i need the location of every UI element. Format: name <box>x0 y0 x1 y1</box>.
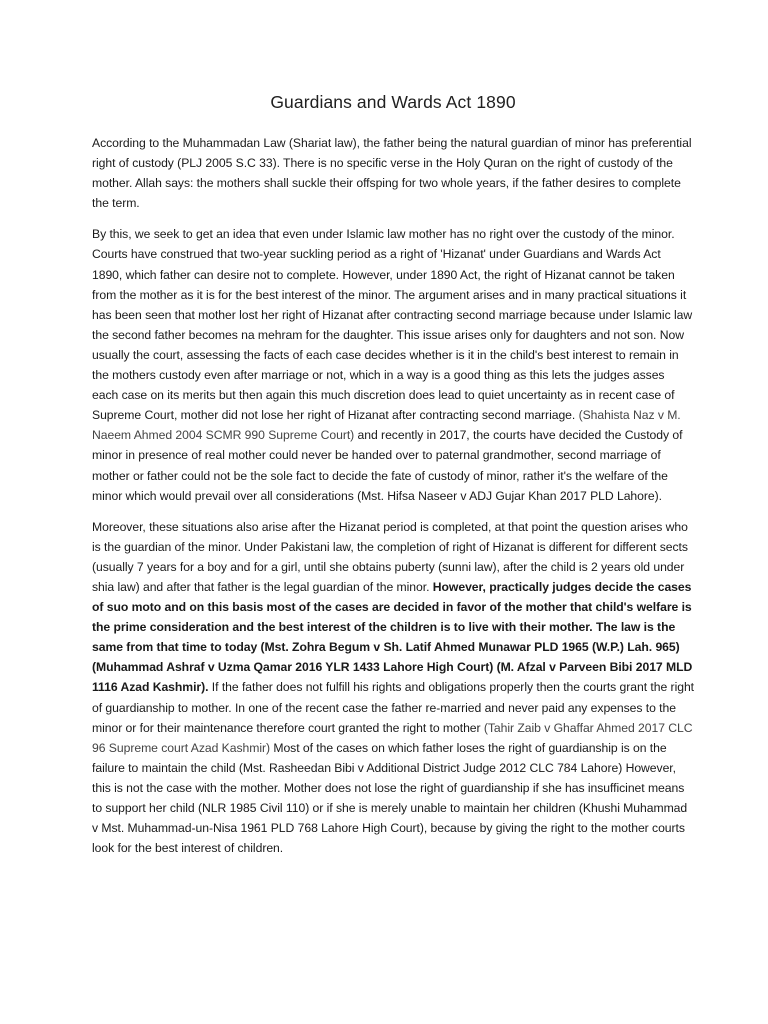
paragraph-1 <box>92 133 694 213</box>
paragraph-2-text: By this, we seek to get an idea that even under Islamic law mother has no right over the custody of the minor. Courts have construed that two-year suckling period as a right of 'Hizanat' under Guardians and Wards Act 1890, which father can desire not to complete. However, under 1890 Act, the right of Hizanat cannot be taken from the mother as it is for the best interest of the minor. The argument arises and in many practical situations it has been seen that mother lost her right of Hizanat after contracting second marriage because under Islamic law the second father becomes na mehram for the daughter. This issue arises only for daughters and not son. Now usually the court, assessing the facts of each case decides whether is it in the child's best interest to remain in the mothers custody even after marriage or not, which in a way is a good thing as this lets the judges asses each case on its merits but then again this much discretion does lead to quiet uncertainty as in recent case of Supreme Court, mother did not lose her right of Hizanat after contracting second marriage. <box>92 227 693 423</box>
paragraph-2 <box>92 224 694 505</box>
paragraph-1-text: According to the Muhammadan Law (Shariat law), the father being the natural guardian of minor has preferential right of custody (PLJ 2005 S.C 33). There is no specific verse in the Holy Quran on the right of custody of the mother. Allah says: the mothers shall suckle their offsping for two whole years, if the father desires to complete the term. <box>92 136 692 211</box>
paragraph-3-text-end: Most of the cases on which father loses the right of guardianship is on the failure to maintain the child (Mst. Rasheedan Bibi v Additional District Judge 2012 CLC 784 Lahore) However, this is not the case with the mother. Mother does not lose the right of guardianship if she has insufficinet means to support her child (NLR 1985 Civil 110) or if she is merely unable to maintain her children (Khushi Muhammad v Mst. Muhammad-un-Nisa 1961 PLD 768 Lahore High Court), because by giving the right to the mother courts look for the best interest of children. <box>92 740 688 856</box>
citation-tahir-zaib: (Tahir Zaib v Ghaffar Ahmed 2017 CLC 96 Supreme court Azad Kashmir) <box>92 720 693 755</box>
paragraph-3-text-continued: If the father does not fulfill his rights and obligations properly then the courts grant the right of guardianship to mother. In one of the recent case the father re-married and never paid any expenses to the minor or for their maintenance therefore court granted the right to mother <box>92 680 695 735</box>
paragraph-3 <box>92 517 694 859</box>
paragraph-3-text: Moreover, these situations also arise after the Hizanat period is completed, at that point the question arises who is the guardian of the minor. Under Pakistani law, the completion of right of Hizanat is different for different sects (usually 7 years for a boy and for a girl, until she obtains puberty (sunni law), after the child is 2 years old under shia law) and after that father is the legal guardian of the minor. <box>92 519 688 594</box>
paragraph-2-text-continued: and recently in 2017, the courts have decided the Custody of minor in presence of real mother could never be handed over to paternal grandmother, second marriage of mother or father could not be the sole fact to decide the fate of custody of minor, rather it's the welfare of the minor which would prevail over all considerations (Mst. Hifsa Naseer v ADJ Gujar Khan 2017 PLD Lahore). <box>92 428 683 503</box>
paragraph-3-bold-text: However, practically judges decide the cases of suo moto and on this basis most of the cases are decided in favor of the mother that child's welfare is the prime consideration and the best interest of the children is to live with their mother. The law is the same from that time to today (Mst. Zohra Begum v Sh. Latif Ahmed Munawar PLD 1965 (W.P.) Lah. 965) (Muhammad Ashraf v Uzma Qamar 2016 YLR 1433 Lahore High Court) (M. Afzal v Parveen Bibi 2017 MLD 1116 Azad Kashmir). <box>92 579 693 695</box>
document-title: Guardians and Wards Act 1890 <box>270 92 516 112</box>
citation-shahista-naz: (Shahista Naz v M. Naeem Ahmed 2004 SCMR 990 Supreme Court) <box>92 408 681 443</box>
